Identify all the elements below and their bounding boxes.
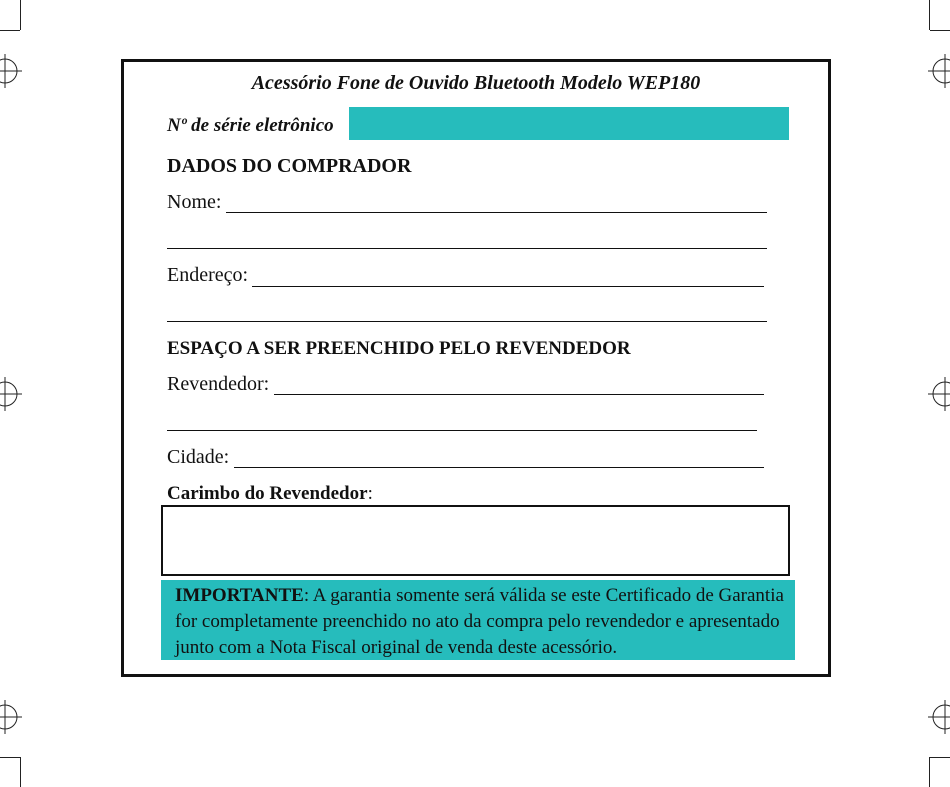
registration-mark-icon: [0, 54, 22, 88]
stamp-box[interactable]: [161, 505, 790, 576]
buyer-section-heading: DADOS DO COMPRADOR: [167, 155, 412, 177]
registration-mark-icon: [928, 700, 950, 734]
registration-mark-icon: [928, 54, 950, 88]
stamp-label-colon: :: [367, 483, 373, 504]
name-label: Nome:: [167, 191, 222, 213]
stamp-label-text: Carimbo do Revendedor: [167, 483, 368, 504]
name-input-line[interactable]: [226, 212, 767, 213]
city-input-line[interactable]: [234, 467, 764, 468]
crop-mark: [929, 0, 930, 30]
notice-text: : A garantia somente será válida se este Certificado de Garantia for completamente preenchido no ato da compra pelo revendedor e apresentado junto com a Nota Fiscal original de venda deste acessório.: [175, 585, 784, 658]
address-input-line[interactable]: [252, 286, 764, 287]
crop-mark: [0, 30, 20, 31]
crop-mark: [929, 757, 930, 787]
registration-mark-icon: [0, 377, 22, 411]
registration-mark-icon: [928, 377, 950, 411]
crop-mark: [930, 30, 950, 31]
reseller-input-line-2[interactable]: [167, 430, 757, 431]
crop-mark: [930, 757, 950, 758]
city-label: Cidade:: [167, 446, 230, 468]
warranty-certificate-card: [121, 59, 831, 677]
address-input-line-2[interactable]: [167, 321, 767, 322]
reseller-label: Revendedor:: [167, 373, 270, 395]
name-input-line-2[interactable]: [167, 248, 767, 249]
serial-number-field[interactable]: [349, 107, 789, 140]
address-label: Endereço:: [167, 264, 249, 286]
important-notice: [161, 580, 795, 660]
crop-mark: [20, 0, 21, 30]
registration-mark-icon: [0, 700, 22, 734]
serial-number-label: Nº de série eletrônico: [167, 115, 334, 136]
crop-mark: [0, 757, 20, 758]
notice-keyword: IMPORTANTE: [175, 585, 304, 606]
reseller-input-line[interactable]: [274, 394, 764, 395]
stamp-label: [167, 483, 373, 505]
certificate-title: Acessório Fone de Ouvido Bluetooth Modelo WEP180: [251, 72, 701, 94]
crop-mark: [20, 757, 21, 787]
reseller-section-heading: ESPAÇO A SER PREENCHIDO PELO REVENDEDOR: [167, 338, 631, 359]
